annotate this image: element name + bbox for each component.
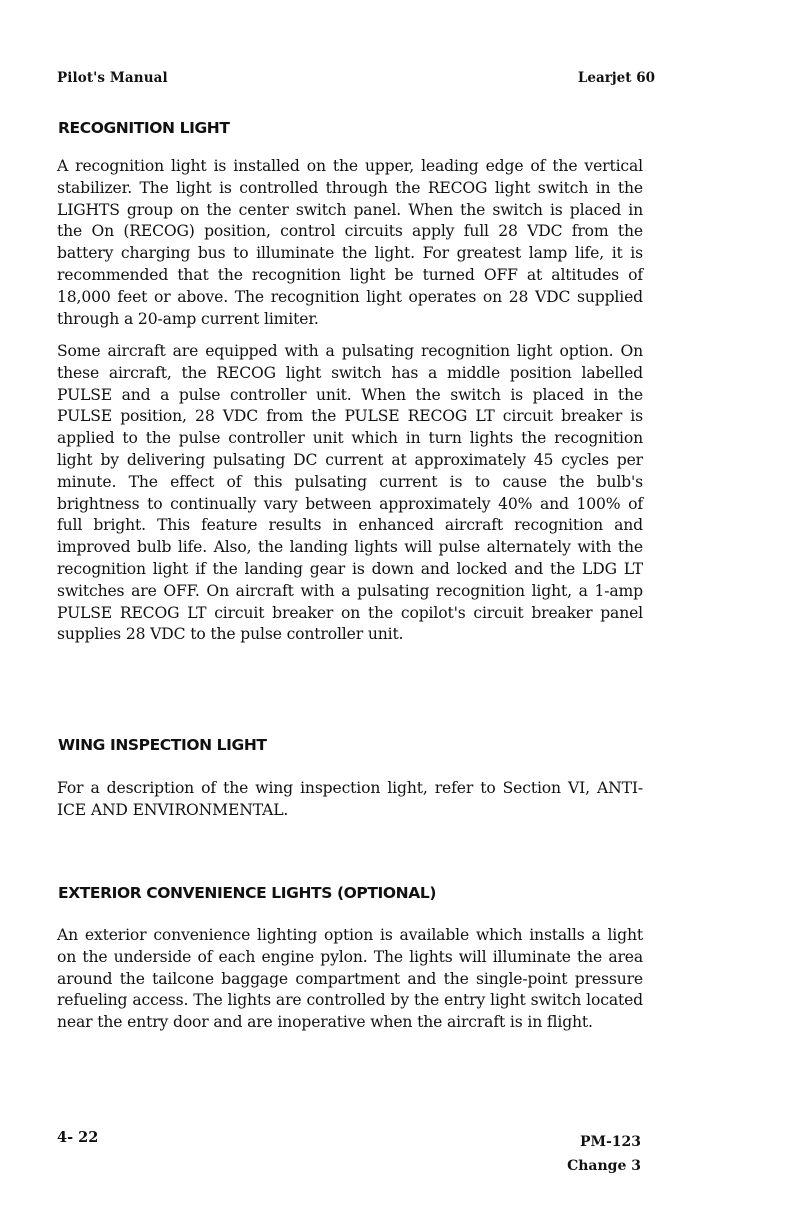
section-heading-wing-inspection-light: WING INSPECTION LIGHT <box>58 736 267 754</box>
section-heading-recognition-light: RECOGNITION LIGHT <box>58 119 230 137</box>
recognition-light-paragraph-1: A recognition light is installed on the upper, leading edge of the vertical stabilizer. The light is controlled through the RECOG light switch in the LIGHTS group on the center switch panel. When the switch is placed in the On (RECOG) position, control circuits apply full 28 VDC from the battery charging bus to illuminate the light. For greatest lamp life, it is recommended that the recognition light be turned OFF at altitudes of 18,000 feet or above. The recognition light operates on 28 VDC supplied through a 20-amp current limiter. <box>57 157 643 328</box>
section-heading-exterior-convenience-lights: EXTERIOR CONVENIENCE LIGHTS (OPTIONAL) <box>58 884 437 902</box>
document-id: PM-123 <box>579 1134 641 1150</box>
change-number: Change 3 <box>567 1158 641 1174</box>
exterior-convenience-lights-paragraph: An exterior convenience lighting option is available which installs a light on the underside of each engine pylon. The lights will illuminate the area around the tailcone baggage compartment and the single-point pressure refueling access. The lights are controlled by the entry light switch located near the entry door and are inoperative when the aircraft is in flight. <box>57 926 643 1032</box>
wing-inspection-light-paragraph: For a description of the wing inspection light, refer to Section VI, ANTI-ICE AND ENVIRONMENTAL. <box>57 779 643 819</box>
recognition-light-paragraph-2: Some aircraft are equipped with a pulsating recognition light option. On these aircraft, the RECOG light switch has a middle position labelled PULSE and a pulse controller unit. When the switch is placed in the PULSE position, 28 VDC from the PULSE RECOG LT circuit breaker is applied to the pulse controller unit which in turn lights the recognition light by delivering pulsating DC current at approximately 45 cycles per minute. The effect of this pulsating current is to cause the bulb's brightness to continually vary between approximately 40% and 100% of full bright. This feature results in enhanced aircraft recognition and improved bulb life. Also, the landing lights will pulse alternately with the recognition light if the landing gear is down and locked and the LDG LT switches are OFF. On aircraft with a pulsating recognition light, a 1-amp PULSE RECOG LT circuit breaker on the copilot's circuit breaker panel supplies 28 VDC to the pulse controller unit. <box>57 342 643 644</box>
running-header-title: Pilot's Manual <box>57 70 168 86</box>
running-header-aircraft: Learjet 60 <box>577 70 655 86</box>
page-number: 4- 22 <box>57 1129 99 1146</box>
document-revision <box>567 1130 641 1178</box>
